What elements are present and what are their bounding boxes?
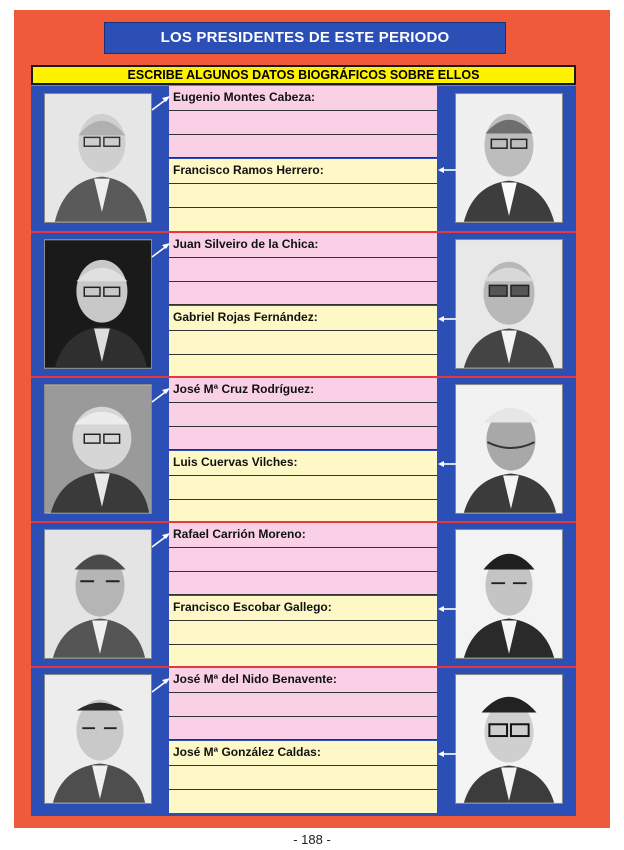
president-row [31, 668, 576, 812]
portrait-photo [455, 384, 563, 514]
portrait-photo [44, 93, 152, 223]
biography-field[interactable] [169, 451, 437, 523]
biography-field[interactable] [169, 159, 437, 231]
portrait-photo [44, 674, 152, 804]
president-name: Eugenio Montes Cabeza: [173, 90, 316, 104]
president-row [31, 233, 576, 377]
biography-field[interactable] [169, 668, 437, 740]
president-name: Francisco Escobar Gallego: [173, 600, 332, 614]
biography-field[interactable] [169, 233, 437, 305]
portrait-photo [455, 674, 563, 804]
president-name: Luis Cuervas Vilches: [173, 455, 298, 469]
president-name: Gabriel Rojas Fernández: [173, 310, 318, 324]
arrow-icon [438, 315, 456, 323]
portrait-photo [455, 529, 563, 659]
arrow-icon [151, 532, 171, 548]
arrow-icon [151, 387, 171, 403]
president-name: José Mª González Caldas: [173, 745, 321, 759]
president-name: José Mª del Nido Benavente: [173, 672, 337, 686]
president-name: Juan Silveiro de la Chica: [173, 237, 319, 251]
biography-field[interactable] [169, 378, 437, 450]
president-name: Rafael Carrión Moreno: [173, 527, 306, 541]
portrait-photo [44, 384, 152, 514]
president-row [31, 86, 576, 230]
arrow-icon [438, 605, 456, 613]
portrait-photo [44, 529, 152, 659]
page-title: LOS PRESIDENTES DE ESTE PERIODO [104, 22, 506, 54]
biography-field[interactable] [169, 523, 437, 595]
arrow-icon [438, 750, 456, 758]
instructions-banner: ESCRIBE ALGUNOS DATOS BIOGRÁFICOS SOBRE ELLOS [31, 65, 576, 85]
portrait-photo [44, 239, 152, 369]
president-row [31, 378, 576, 522]
portrait-photo [455, 93, 563, 223]
arrow-icon [151, 95, 171, 111]
biography-field[interactable] [169, 596, 437, 668]
arrow-icon [438, 460, 456, 468]
biography-field[interactable] [169, 306, 437, 378]
biography-field[interactable] [169, 741, 437, 813]
president-row [31, 523, 576, 667]
arrow-icon [151, 242, 171, 258]
biography-field[interactable] [169, 86, 437, 158]
president-name: José Mª Cruz Rodríguez: [173, 382, 315, 396]
arrow-icon [438, 166, 456, 174]
president-name: Francisco Ramos Herrero: [173, 163, 324, 177]
portrait-photo [455, 239, 563, 369]
presidents-grid [31, 86, 576, 816]
arrow-icon [151, 677, 171, 693]
page-number: - 188 - [293, 832, 331, 847]
